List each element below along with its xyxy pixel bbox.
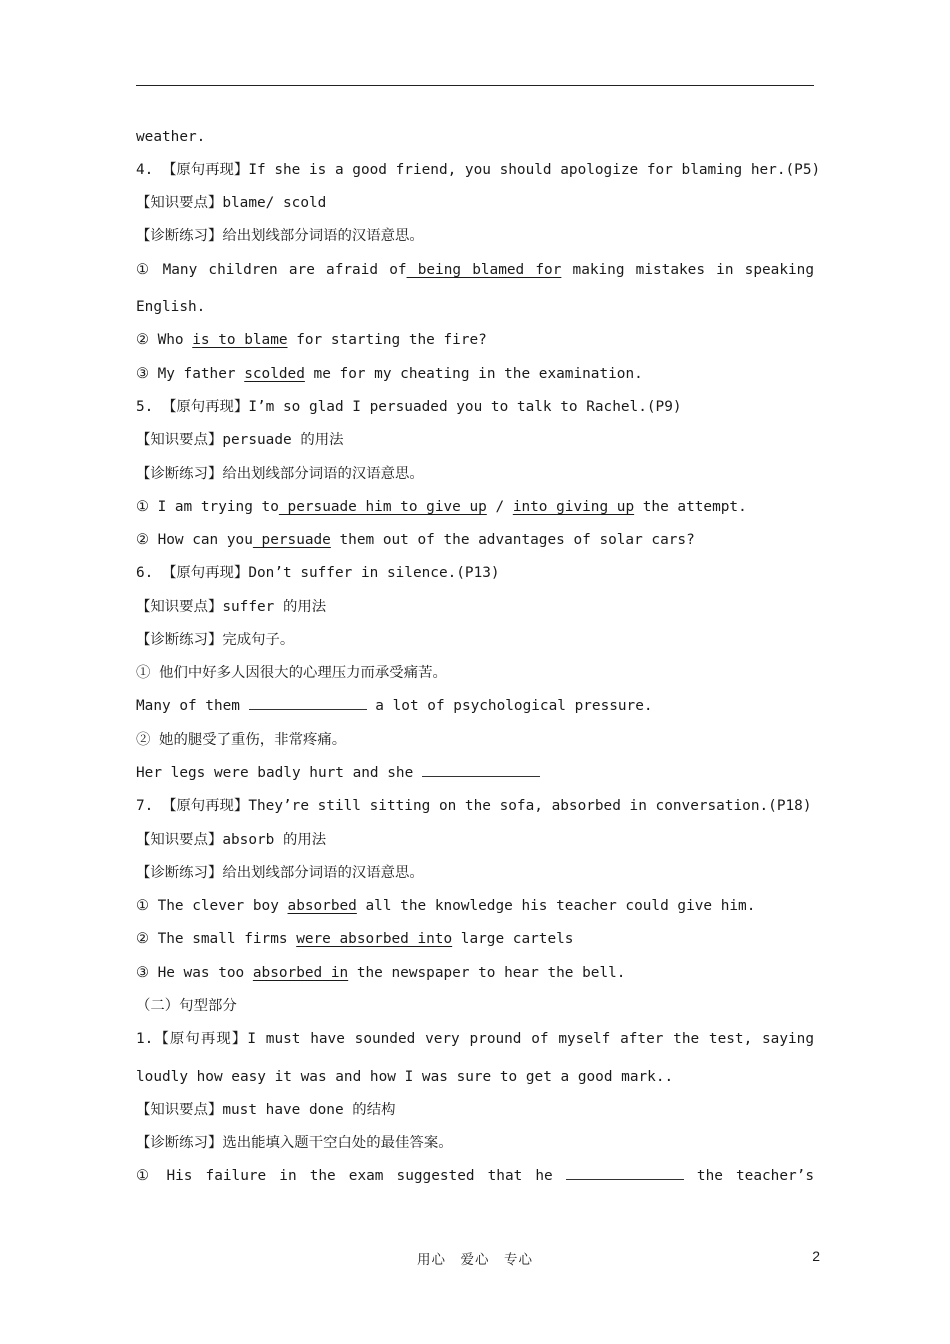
underlined-phrase: persuade <box>252 532 331 548</box>
knowledge-point: 【知识要点】absorb 的用法 <box>136 832 327 848</box>
knowledge-point: 【知识要点】persuade 的用法 <box>136 432 344 448</box>
underlined-phrase: absorbed in <box>252 965 349 981</box>
page-number: 2 <box>812 1248 820 1264</box>
exercise-line: ② The small firms were absorbed into large cartels <box>136 931 574 947</box>
underlined-phrase: is to blame <box>192 332 288 348</box>
answer-blank <box>566 1165 684 1180</box>
item-1-original-sentence: 1.【原句再现】I must have sounded very pround of myself after the test, saying <box>136 1031 814 1047</box>
underlined-phrase: persuade him to give up <box>278 499 487 515</box>
exercise-line: ③ My father scolded me for my cheating in the examination. <box>136 366 643 382</box>
exercise-line: ① Many children are afraid of being blamed for making mistakes in speaking <box>136 262 814 278</box>
exercise-instruction: 【诊断练习】给出划线部分词语的汉语意思。 <box>136 228 424 244</box>
exercise-line: Her legs were badly hurt and she <box>136 762 814 784</box>
knowledge-point: 【知识要点】must have done 的结构 <box>136 1102 396 1118</box>
item-4-original-sentence: 4. 【原句再现】If she is a good friend, you should apologize for blaming her.(P5) <box>136 162 821 178</box>
exercise-line: ① His failure in the exam suggested that he the teacher’s <box>136 1165 814 1187</box>
knowledge-point: 【知识要点】suffer 的用法 <box>136 599 327 615</box>
exercise-instruction: 【诊断练习】选出能填入题干空白处的最佳答案。 <box>136 1135 453 1151</box>
text-line: English. <box>136 299 206 315</box>
underlined-phrase: being blamed for <box>406 262 562 278</box>
underlined-phrase: scolded <box>244 366 305 382</box>
underlined-phrase: were absorbed into <box>296 931 453 947</box>
exercise-line: ② Who is to blame for starting the fire? <box>136 332 487 348</box>
item-5-original-sentence: 5. 【原句再现】I’m so glad I persuaded you to talk to Rachel.(P9) <box>136 399 682 415</box>
answer-blank <box>422 762 540 777</box>
underlined-phrase: into giving up <box>512 499 635 515</box>
item-7-original-sentence: 7. 【原句再现】They’re still sitting on the sofa, absorbed in conversation.(P18) <box>136 798 812 814</box>
text-line: weather. <box>136 129 206 145</box>
exercise-instruction: 【诊断练习】给出划线部分词语的汉语意思。 <box>136 466 424 482</box>
text-line: loudly how easy it was and how I was sure to get a good mark.. <box>136 1069 674 1085</box>
item-6-original-sentence: 6. 【原句再现】Don’t suffer in silence.(P13) <box>136 565 500 581</box>
knowledge-point: 【知识要点】blame/ scold <box>136 195 327 211</box>
underlined-phrase: absorbed <box>287 898 357 914</box>
exercise-line: ③ He was too absorbed in the newspaper to hear the bell. <box>136 965 626 981</box>
section-heading: （二）句型部分 <box>136 998 237 1014</box>
answer-blank <box>249 695 367 710</box>
exercise-line: ② How can you persuade them out of the advantages of solar cars? <box>136 532 695 548</box>
exercise-instruction: 【诊断练习】完成句子。 <box>136 632 295 648</box>
exercise-line: ① I am trying to persuade him to give up / into giving up the attempt. <box>136 499 747 515</box>
exercise-line: ① 他们中好多人因很大的心理压力而承受痛苦。 <box>136 665 447 681</box>
exercise-line: ① The clever boy absorbed all the knowledge his teacher could give him. <box>136 898 756 914</box>
header-rule <box>136 85 814 86</box>
exercise-line: Many of them a lot of psychological pressure. <box>136 695 814 717</box>
exercise-line: ② 她的腿受了重伤，非常疼痛。 <box>136 732 347 748</box>
page-footer: 用心 爱心 专心 <box>417 1252 533 1268</box>
exercise-instruction: 【诊断练习】给出划线部分词语的汉语意思。 <box>136 865 424 881</box>
